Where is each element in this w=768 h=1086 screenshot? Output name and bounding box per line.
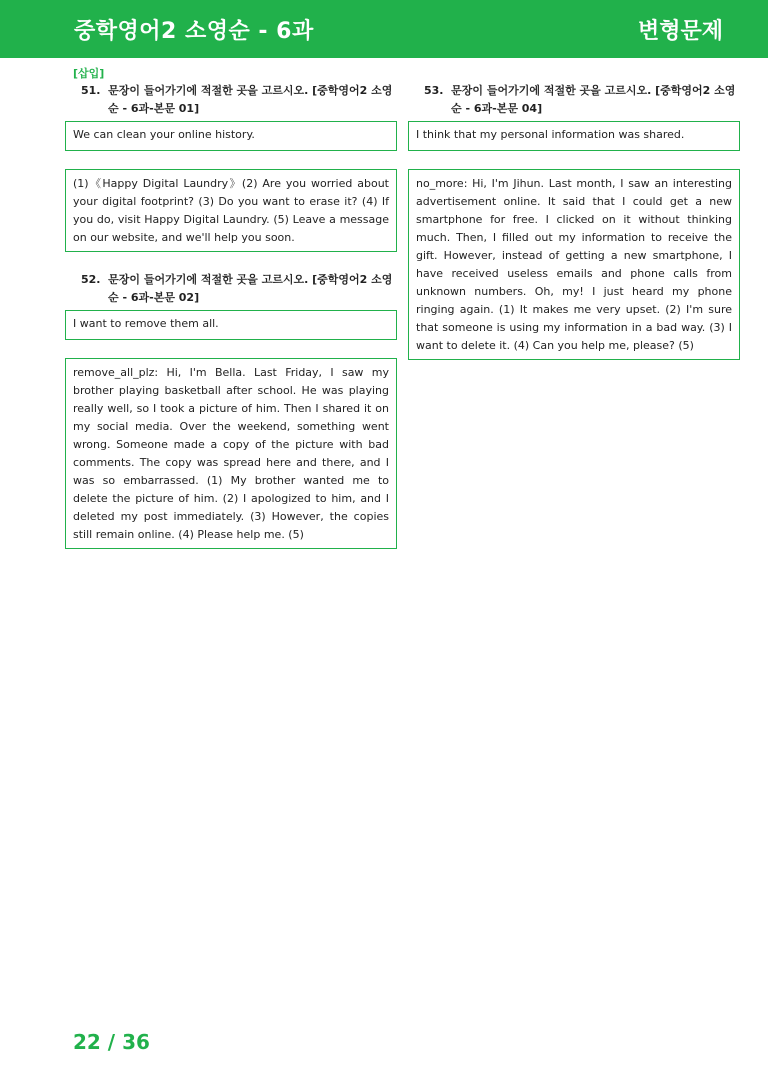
section-tag: [삽입] <box>73 67 105 80</box>
question-text: 문장이 들어가기에 적절한 곳을 고르시오. [중학영어2 소영순 - 6과-본문 04] <box>451 84 736 115</box>
header-category: 변형문제 <box>637 19 723 44</box>
insert-sentence-box: I want to remove them all. <box>65 310 397 340</box>
right-column <box>408 66 740 360</box>
question-text: 문장이 들어가기에 적절한 곳을 고르시오. [중학영어2 소영순 - 6과-본문 01] <box>108 84 393 115</box>
insert-sentence-box: I think that my personal information was shared. <box>408 121 740 151</box>
question-52 <box>73 271 398 307</box>
page-number: 22 / 36 <box>73 1030 150 1054</box>
question-53 <box>416 82 741 118</box>
passage-box: remove_all_plz: Hi, I'm Bella. Last Friday, I saw my brother playing basketball after school. He was playing really well, so I took a picture of him. Then I shared it on my social media. Over the weekend, something went wrong. Someone made a copy of the picture with bad comments. The copy was spread here and there, and I was so embarrassed. (1) My brother wanted me to delete the picture of him. (2) I apologized to him, and I deleted my post immediately. (3) However, the copies still remain online. (4) Please help me. (5) <box>65 358 397 549</box>
question-51 <box>73 82 398 118</box>
page-header <box>0 0 768 58</box>
passage-box: no_more: Hi, I'm Jihun. Last month, I saw an interesting advertisement online. It said that I could get a new smartphone for free. I clicked on it without thinking much. Then, I filled out my information to receive the gift. However, instead of getting a new smartphone, I have received useless emails and phone calls from unknown numbers. Oh, my! I just heard my phone ringing again. (1) It makes me very upset. (2) I'm sure that someone is using my information in a bad way. (3) I want to delete it. (4) Can you help me, please? (5) <box>408 169 740 360</box>
question-number: 53. <box>424 84 444 97</box>
question-number: 52. <box>81 273 101 286</box>
question-number: 51. <box>81 84 101 97</box>
page-title: 중학영어2 소영순 - 6과 <box>74 19 314 44</box>
passage-box: (1)《Happy Digital Laundry》(2) Are you worried about your digital footprint? (3) Do you want to erase it? (4) If you do, visit Happy Digital Laundry. (5) Leave a message on our website, and we'll help you soon. <box>65 169 397 252</box>
left-column <box>65 66 397 549</box>
question-text: 문장이 들어가기에 적절한 곳을 고르시오. [중학영어2 소영순 - 6과-본문 02] <box>108 273 393 304</box>
insert-sentence-box: We can clean your online history. <box>65 121 397 151</box>
